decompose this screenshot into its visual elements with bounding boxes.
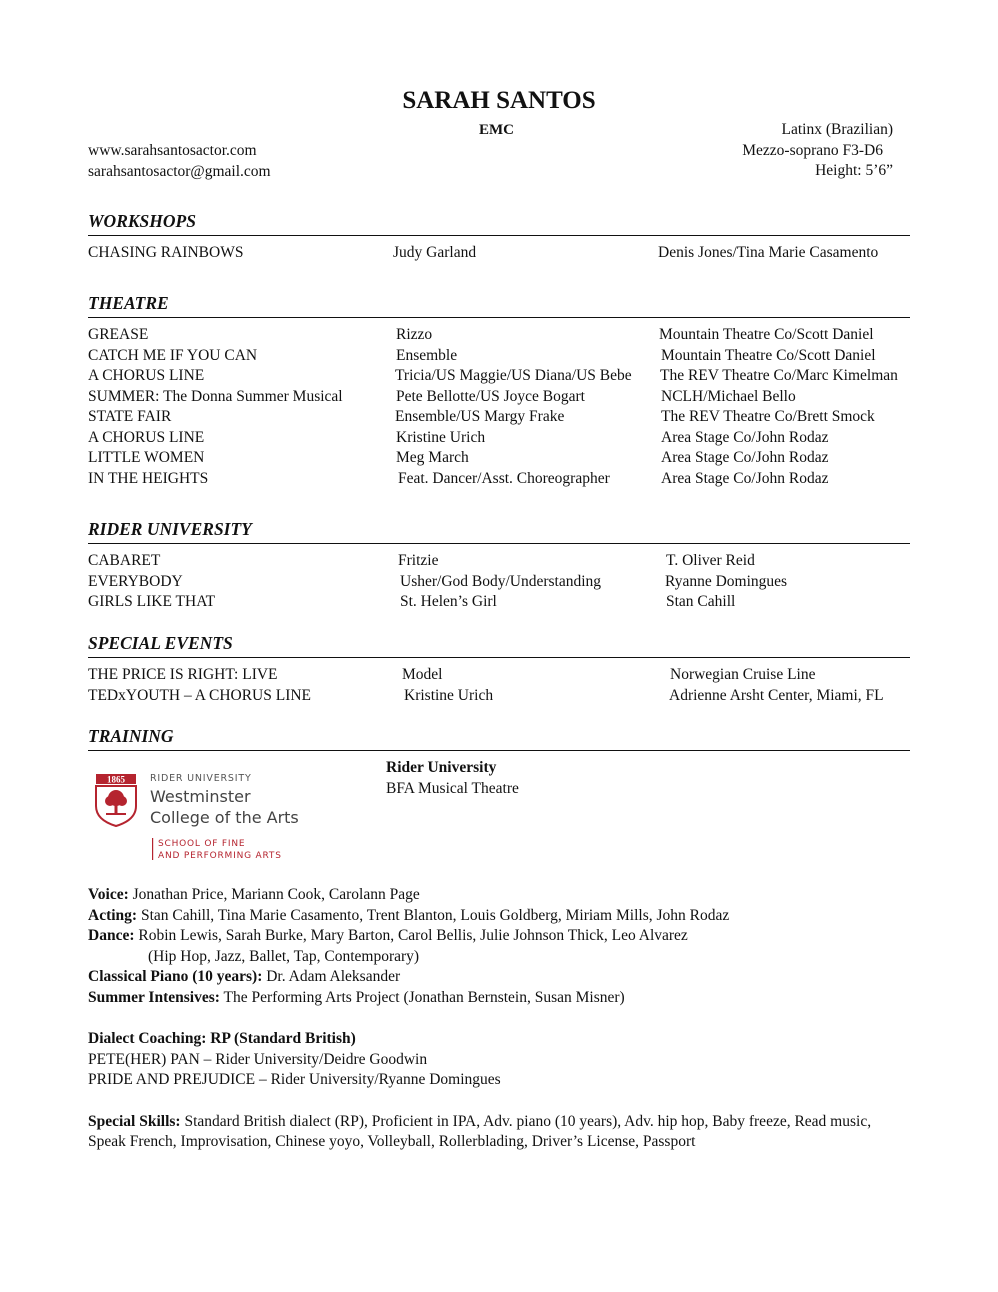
training-school: Rider University [386, 759, 497, 776]
summer-value: The Performing Arts Project (Jonathan Bernstein, Susan Misner) [219, 988, 625, 1006]
credit-role: Judy Garland [393, 244, 477, 261]
credit-row [88, 407, 918, 428]
credit-role: Pete Bellotte/US Joyce Bogart [396, 387, 585, 405]
voice-teachers [88, 885, 908, 906]
section-heading-rider-university: RIDER UNIVERSITY [88, 518, 910, 544]
credit-show: CATCH ME IF YOU CAN [88, 346, 258, 364]
section-heading-theatre: THEATRE [88, 292, 910, 318]
contact-info [88, 141, 271, 182]
credit-row [88, 665, 918, 686]
credit-row [88, 428, 918, 449]
credit-show: CABARET [88, 552, 161, 569]
credit-event: THE PRICE IS RIGHT: LIVE [88, 666, 278, 683]
dance-styles: (Hip Hop, Jazz, Ballet, Tap, Contemporary) [148, 947, 420, 965]
credit-show: SUMMER: The Donna Summer Musical [88, 387, 343, 405]
credit-company: Area Stage Co/John Rodaz [661, 428, 829, 446]
credit-company: The REV Theatre Co/Brett Smock [661, 408, 875, 425]
section-heading-workshops: WORKSHOPS [88, 210, 910, 236]
credit-row [88, 551, 918, 572]
credit-role: Usher/God Body/Understanding [400, 572, 602, 590]
acting-label: Acting: [88, 906, 138, 924]
training-degree-name: BFA Musical Theatre [386, 779, 519, 797]
piano-value: Dr. Adam Aleksander [262, 968, 401, 985]
summer-intensives [88, 988, 908, 1009]
credit-role: Meg March [396, 449, 469, 466]
credit-show: CHASING RAINBOWS [88, 244, 244, 261]
credit-row [88, 325, 918, 346]
logo-line-5: AND PERFORMING ARTS [158, 851, 282, 861]
skills-value: Standard British dialect (RP), Proficient in IPA, Adv. piano (10 years), Adv. hip hop, Baby freeze, Read music, Speak French, Improvisation, Chinese yoyo, Volleyball, Rollerblading, Driver’s License, Passport [88, 1112, 872, 1150]
credit-role: Kristine Urich [404, 686, 494, 704]
credit-show: STATE FAIR [88, 408, 172, 425]
logo-line-3: College of the Arts [150, 808, 299, 827]
special-events-list [88, 665, 918, 706]
summer-label: Summer Intensives: [88, 988, 220, 1006]
credit-show: LITTLE WOMEN [88, 449, 205, 466]
dialect-label: Dialect Coaching: RP (Standard British) [88, 1030, 356, 1047]
credit-company: The REV Theatre Co/Marc Kimelman [660, 367, 898, 384]
piano-label: Classical Piano (10 years): [88, 968, 263, 985]
dance-teachers [88, 926, 908, 947]
section-heading-special-events: SPECIAL EVENTS [88, 632, 910, 658]
credit-show: IN THE HEIGHTS [88, 469, 209, 487]
theatre-list [88, 325, 918, 489]
credit-role: Model [402, 666, 443, 683]
credit-row [88, 592, 918, 613]
credit-role: Feat. Dancer/Asst. Choreographer [398, 469, 610, 487]
credit-director: Stan Cahill [666, 593, 736, 610]
credit-role: Rizzo [396, 326, 433, 343]
dance-label: Dance: [88, 927, 135, 944]
credit-event: TEDxYOUTH – A CHORUS LINE [88, 686, 312, 704]
voice-label: Voice: [88, 886, 129, 903]
acting-teachers [88, 906, 908, 927]
voice-value: Jonathan Price, Mariann Cook, Carolann Page [128, 886, 420, 903]
credit-row [88, 346, 918, 367]
training-details [88, 885, 908, 1153]
ethnicity: Latinx (Brazilian) [781, 121, 893, 138]
actor-name: SARAH SANTOS [402, 87, 596, 114]
credit-show: GREASE [88, 326, 149, 343]
skills-label: Special Skills: [88, 1112, 181, 1130]
credit-role: Kristine Urich [396, 428, 486, 446]
credit-show: A CHORUS LINE [88, 428, 205, 446]
union-status: EMC [479, 122, 514, 138]
rider-university-list [88, 551, 918, 613]
credit-role: Tricia/US Maggie/US Diana/US Bebe [395, 367, 632, 384]
dialect-coaching [88, 1029, 908, 1050]
section-heading-training: TRAINING [88, 725, 910, 751]
website-link[interactable]: www.sarahsantosactor.com [88, 142, 257, 159]
shield-tree-icon [94, 770, 324, 865]
credit-company: Mountain Theatre Co/Scott Daniel [659, 326, 874, 343]
credit-company: Denis Jones/Tina Marie Casamento [658, 244, 879, 261]
logo-line-4: SCHOOL OF FINE [158, 839, 246, 849]
email-link[interactable]: sarahsantosactor@gmail.com [88, 162, 271, 180]
credit-role: Ensemble/US Margy Frake [395, 408, 565, 425]
credit-row [88, 243, 918, 264]
credit-row [88, 366, 918, 387]
special-skills [88, 1112, 908, 1153]
height: Height: 5’6” [815, 162, 893, 179]
credit-director: T. Oliver Reid [666, 552, 755, 569]
workshops-list [88, 243, 918, 264]
logo-year: 1865 [107, 774, 125, 785]
credit-show: EVERYBODY [88, 572, 183, 590]
dialect-credit: PRIDE AND PREJUDICE – Rider University/Ryanne Domingues [88, 1071, 501, 1088]
logo-line-2: Westminster [150, 787, 251, 806]
credit-company: Mountain Theatre Co/Scott Daniel [661, 346, 876, 364]
training-degree [386, 758, 519, 799]
credit-role: Ensemble [396, 346, 458, 364]
credit-row [88, 572, 918, 593]
voice-type: Mezzo-soprano F3-D6 [742, 141, 883, 159]
credit-row [88, 387, 918, 408]
actor-stats [742, 120, 893, 182]
credit-company: Area Stage Co/John Rodaz [661, 449, 829, 466]
piano-training [88, 967, 908, 988]
logo-line-1: RIDER UNIVERSITY [150, 773, 252, 784]
credit-director: Ryanne Domingues [665, 572, 788, 590]
credit-row [88, 686, 918, 707]
credit-row [88, 469, 918, 490]
credit-company: NCLH/Michael Bello [661, 387, 796, 405]
westminster-college-logo [94, 770, 324, 865]
credit-row [88, 448, 918, 469]
credit-company: Area Stage Co/John Rodaz [661, 469, 829, 487]
dialect-credit: PETE(HER) PAN – Rider University/Deidre Goodwin [88, 1050, 428, 1068]
credit-show: A CHORUS LINE [88, 367, 205, 384]
credit-venue: Adrienne Arsht Center, Miami, FL [669, 686, 884, 704]
credit-role: St. Helen’s Girl [400, 593, 497, 610]
acting-value: Stan Cahill, Tina Marie Casamento, Trent Blanton, Louis Goldberg, Miriam Mills, John Rodaz [137, 906, 730, 924]
credit-venue: Norwegian Cruise Line [670, 666, 816, 683]
credit-show: GIRLS LIKE THAT [88, 593, 216, 610]
credit-role: Fritzie [398, 552, 439, 569]
dance-value: Robin Lewis, Sarah Burke, Mary Barton, Carol Bellis, Julie Johnson Thick, Leo Alvarez [134, 927, 688, 944]
